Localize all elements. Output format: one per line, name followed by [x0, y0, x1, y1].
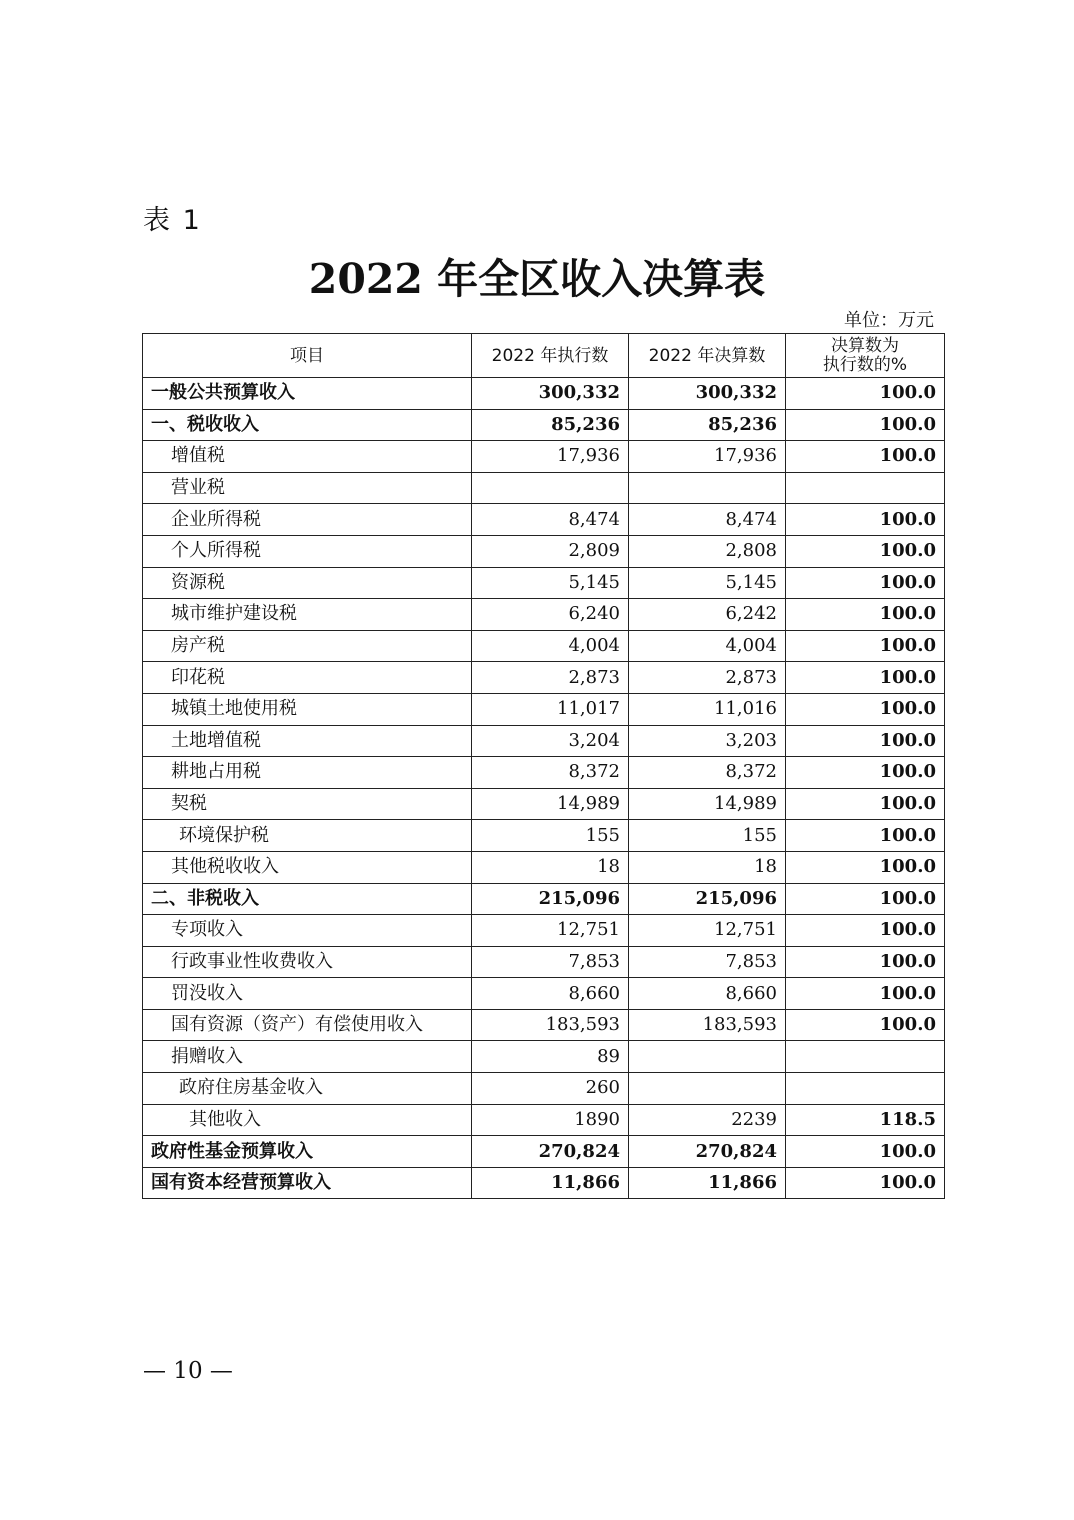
row-name-cell: 印花税: [143, 662, 472, 694]
row-name-cell: 其他税收收入: [143, 851, 472, 883]
table-row: [143, 820, 945, 852]
row-pct-cell: 100.0: [786, 915, 945, 947]
row-pct-cell: 100.0: [786, 378, 945, 410]
row-exec-cell: 5,145: [472, 567, 629, 599]
page-title: 2022 年全区收入决算表: [308, 255, 766, 303]
row-pct-cell: 100.0: [786, 504, 945, 536]
row-name-cell: 房产税: [143, 630, 472, 662]
row-final-cell: 8,372: [629, 757, 786, 789]
row-pct-cell: 100.0: [786, 441, 945, 473]
row-pct-cell: 100.0: [786, 599, 945, 631]
row-name-cell: 一、税收收入: [143, 409, 472, 441]
row-exec-cell: 7,853: [472, 946, 629, 978]
table-row: [143, 472, 945, 504]
column-header-exec: 2022 年执行数: [472, 334, 629, 378]
row-exec-cell: 183,593: [472, 1009, 629, 1041]
row-final-cell: 2239: [629, 1104, 786, 1136]
row-exec-cell: 85,236: [472, 409, 629, 441]
row-final-cell: 2,808: [629, 535, 786, 567]
table-row: [143, 725, 945, 757]
row-name-cell: 土地增值税: [143, 725, 472, 757]
row-pct-cell: 100.0: [786, 725, 945, 757]
row-final-cell: 215,096: [629, 883, 786, 915]
table-row: [143, 599, 945, 631]
row-pct-cell: [786, 1041, 945, 1073]
row-name-cell: 营业税: [143, 472, 472, 504]
table-row: [143, 378, 945, 410]
row-pct-cell: 100.0: [786, 851, 945, 883]
table-row: [143, 1167, 945, 1199]
row-final-cell: 183,593: [629, 1009, 786, 1041]
row-exec-cell: 18: [472, 851, 629, 883]
column-header-item: 项目: [143, 334, 472, 378]
table-row: [143, 1009, 945, 1041]
row-name-cell: 个人所得税: [143, 535, 472, 567]
row-pct-cell: 100.0: [786, 630, 945, 662]
row-exec-cell: 2,809: [472, 535, 629, 567]
row-final-cell: 18: [629, 851, 786, 883]
table-row: [143, 757, 945, 789]
row-name-cell: 政府性基金预算收入: [143, 1136, 472, 1168]
row-name-cell: 一般公共预算收入: [143, 378, 472, 410]
row-final-cell: 12,751: [629, 915, 786, 947]
row-name-cell: 资源税: [143, 567, 472, 599]
row-name-cell: 其他收入: [143, 1104, 472, 1136]
row-final-cell: 300,332: [629, 378, 786, 410]
row-final-cell: 5,145: [629, 567, 786, 599]
row-exec-cell: 11,866: [472, 1167, 629, 1199]
row-exec-cell: 89: [472, 1041, 629, 1073]
row-pct-cell: 100.0: [786, 1009, 945, 1041]
row-exec-cell: 8,660: [472, 978, 629, 1010]
column-header-pct-line1: 决算数为: [831, 335, 899, 356]
table-header-row: [143, 334, 945, 378]
row-final-cell: [629, 1073, 786, 1105]
column-header-pct-line2: 执行数的%: [822, 354, 908, 375]
row-exec-cell: 8,474: [472, 504, 629, 536]
row-final-cell: 8,474: [629, 504, 786, 536]
row-final-cell: 8,660: [629, 978, 786, 1010]
row-pct-cell: 100.0: [786, 757, 945, 789]
row-final-cell: 7,853: [629, 946, 786, 978]
row-final-cell: 4,004: [629, 630, 786, 662]
row-pct-cell: 100.0: [786, 1167, 945, 1199]
table-row: [143, 1104, 945, 1136]
row-name-cell: 国有资本经营预算收入: [143, 1167, 472, 1199]
row-exec-cell: 155: [472, 820, 629, 852]
row-pct-cell: 100.0: [786, 946, 945, 978]
row-name-cell: 专项收入: [143, 915, 472, 947]
row-exec-cell: 4,004: [472, 630, 629, 662]
row-exec-cell: 17,936: [472, 441, 629, 473]
row-pct-cell: 118.5: [786, 1104, 945, 1136]
table-label: 表 1: [143, 205, 202, 236]
row-exec-cell: 270,824: [472, 1136, 629, 1168]
table-row: [143, 535, 945, 567]
row-name-cell: 国有资源（资产）有偿使用收入: [143, 1009, 472, 1041]
table-row: [143, 915, 945, 947]
row-exec-cell: 215,096: [472, 883, 629, 915]
row-exec-cell: 300,332: [472, 378, 629, 410]
row-exec-cell: 11,017: [472, 693, 629, 725]
row-name-cell: 耕地占用税: [143, 757, 472, 789]
row-final-cell: [629, 472, 786, 504]
row-exec-cell: 1890: [472, 1104, 629, 1136]
row-name-cell: 契税: [143, 788, 472, 820]
table-row: [143, 441, 945, 473]
revenue-table: [142, 333, 945, 1199]
table-row: [143, 978, 945, 1010]
row-pct-cell: 100.0: [786, 788, 945, 820]
row-name-cell: 企业所得税: [143, 504, 472, 536]
row-exec-cell: 3,204: [472, 725, 629, 757]
row-final-cell: 14,989: [629, 788, 786, 820]
row-name-cell: 捐赠收入: [143, 1041, 472, 1073]
row-final-cell: [629, 1041, 786, 1073]
row-name-cell: 政府住房基金收入: [143, 1073, 472, 1105]
row-exec-cell: 2,873: [472, 662, 629, 694]
column-header-final: 2022 年决算数: [629, 334, 786, 378]
row-pct-cell: 100.0: [786, 662, 945, 694]
row-name-cell: 城镇土地使用税: [143, 693, 472, 725]
row-pct-cell: 100.0: [786, 567, 945, 599]
row-pct-cell: [786, 472, 945, 504]
row-exec-cell: 14,989: [472, 788, 629, 820]
table-row: [143, 1041, 945, 1073]
row-final-cell: 6,242: [629, 599, 786, 631]
row-exec-cell: 8,372: [472, 757, 629, 789]
row-pct-cell: 100.0: [786, 693, 945, 725]
row-final-cell: 85,236: [629, 409, 786, 441]
row-name-cell: 罚没收入: [143, 978, 472, 1010]
row-final-cell: 11,016: [629, 693, 786, 725]
row-name-cell: 增值税: [143, 441, 472, 473]
page-number: — 10 —: [143, 1358, 233, 1384]
table-row: [143, 883, 945, 915]
table-row: [143, 630, 945, 662]
row-pct-cell: 100.0: [786, 1136, 945, 1168]
row-pct-cell: 100.0: [786, 883, 945, 915]
row-pct-cell: [786, 1073, 945, 1105]
table-row: [143, 788, 945, 820]
table-row: [143, 409, 945, 441]
table-row: [143, 504, 945, 536]
table-row: [143, 851, 945, 883]
row-pct-cell: 100.0: [786, 820, 945, 852]
table-row: [143, 1136, 945, 1168]
row-exec-cell: 260: [472, 1073, 629, 1105]
row-final-cell: 17,936: [629, 441, 786, 473]
row-final-cell: 155: [629, 820, 786, 852]
row-final-cell: 2,873: [629, 662, 786, 694]
row-exec-cell: [472, 472, 629, 504]
table-body: [143, 378, 945, 1199]
row-pct-cell: 100.0: [786, 535, 945, 567]
row-exec-cell: 6,240: [472, 599, 629, 631]
unit-label: 单位：万元: [844, 310, 934, 331]
table-row: [143, 1073, 945, 1105]
row-final-cell: 11,866: [629, 1167, 786, 1199]
row-pct-cell: 100.0: [786, 409, 945, 441]
row-pct-cell: 100.0: [786, 978, 945, 1010]
row-name-cell: 城市维护建设税: [143, 599, 472, 631]
row-name-cell: 环境保护税: [143, 820, 472, 852]
table-row: [143, 946, 945, 978]
row-name-cell: 二、非税收入: [143, 883, 472, 915]
row-name-cell: 行政事业性收费收入: [143, 946, 472, 978]
row-final-cell: 270,824: [629, 1136, 786, 1168]
row-exec-cell: 12,751: [472, 915, 629, 947]
table-row: [143, 567, 945, 599]
row-final-cell: 3,203: [629, 725, 786, 757]
column-header-pct: [786, 334, 945, 378]
table-row: [143, 662, 945, 694]
table-row: [143, 693, 945, 725]
